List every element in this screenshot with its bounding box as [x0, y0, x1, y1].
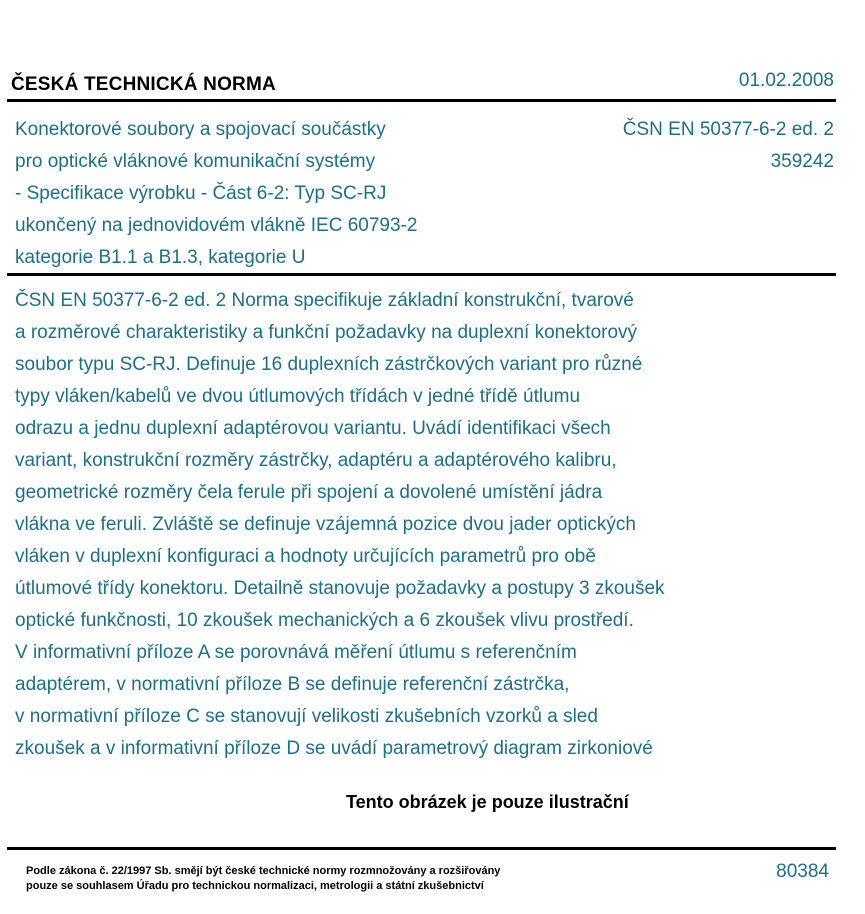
header-title: ČESKÁ TECHNICKÁ NORMA [11, 74, 276, 95]
abstract-line: útlumové třídy konektoru. Detailně stanovuje požadavky a postupy 3 zkoušek [15, 578, 665, 599]
abstract-line: ČSN EN 50377-6-2 ed. 2 Norma specifikuje základní konstrukční, tvarové [15, 290, 634, 311]
abstract-line: v normativní příloze C se stanovují velikosti zkušebních vzorků a sled [15, 706, 598, 727]
abstract-line: typy vláken/kabelů ve dvou útlumových třídách v jedné třídě útlumu [15, 386, 581, 407]
abstract-line: geometrické rozměry čela ferule při spojení a dovolené umístění jádra [15, 482, 603, 503]
abstract [15, 285, 815, 765]
document-number: 80384 [776, 861, 829, 882]
abstract-line: odrazu a jednu duplexní adaptérovou variantu. Uvádí identifikaci všech [15, 418, 611, 439]
standard-identifier [623, 114, 834, 178]
abstract-line: variant, konstrukční rozměry zástrčky, adaptéru a adaptérového kalibru, [15, 450, 617, 471]
abstract-line: vlákna ve feruli. Zvláště se definuje vzájemná pozice dvou jader optických [15, 514, 636, 535]
abstract-line: a rozměrové charakteristiky a funkční požadavky na duplexní konektorový [15, 322, 638, 343]
abstract-line: soubor typu SC-RJ. Definuje 16 duplexních zástrčkových variant pro různé [15, 354, 643, 375]
abstract-line: optické funkčnosti, 10 zkoušek mechanických a 6 zkoušek vlivu prostředí. [15, 610, 634, 631]
legal-notice [26, 864, 500, 894]
title-line: - Specifikace výrobku - Část 6-2: Typ SC-RJ [15, 183, 387, 204]
title-line: kategorie B1.1 a B1.3, kategorie U [15, 247, 306, 268]
standard-title [15, 114, 575, 274]
abstract-line: zkoušek a v informativní příloze D se uvádí parametrový diagram zirkoniové [15, 738, 653, 759]
class-code: 359242 [770, 151, 834, 172]
top-rule [7, 99, 836, 102]
title-line: ukončený na jednovidovém vlákně IEC 60793-2 [15, 215, 418, 236]
middle-rule [7, 273, 836, 276]
abstract-line: V informativní příloze A se porovnává měření útlumu s referenčním [15, 642, 577, 663]
title-line: Konektorové soubory a spojovací součástky [15, 119, 386, 140]
legal-line: Podle zákona č. 22/1997 Sb. smějí být české technické normy rozmnožovány a rozšiřovány [26, 865, 501, 877]
standard-designation: ČSN EN 50377-6-2 ed. 2 [622, 119, 834, 140]
illustration-note: Tento obrázek je pouze ilustrační [346, 792, 629, 812]
legal-line: pouze se souhlasem Úřadu pro technickou normalizaci, metrologii a státní zkušebnictví [26, 880, 484, 892]
abstract-line: vláken v duplexní konfiguraci a hodnoty určujících parametrů pro obě [15, 546, 596, 567]
bottom-rule [7, 847, 836, 850]
header-date: 01.02.2008 [738, 70, 834, 91]
abstract-line: adaptérem, v normativní příloze B se definuje referenční zástrčka, [15, 674, 570, 695]
title-line: pro optické vláknové komunikační systémy [15, 151, 376, 172]
